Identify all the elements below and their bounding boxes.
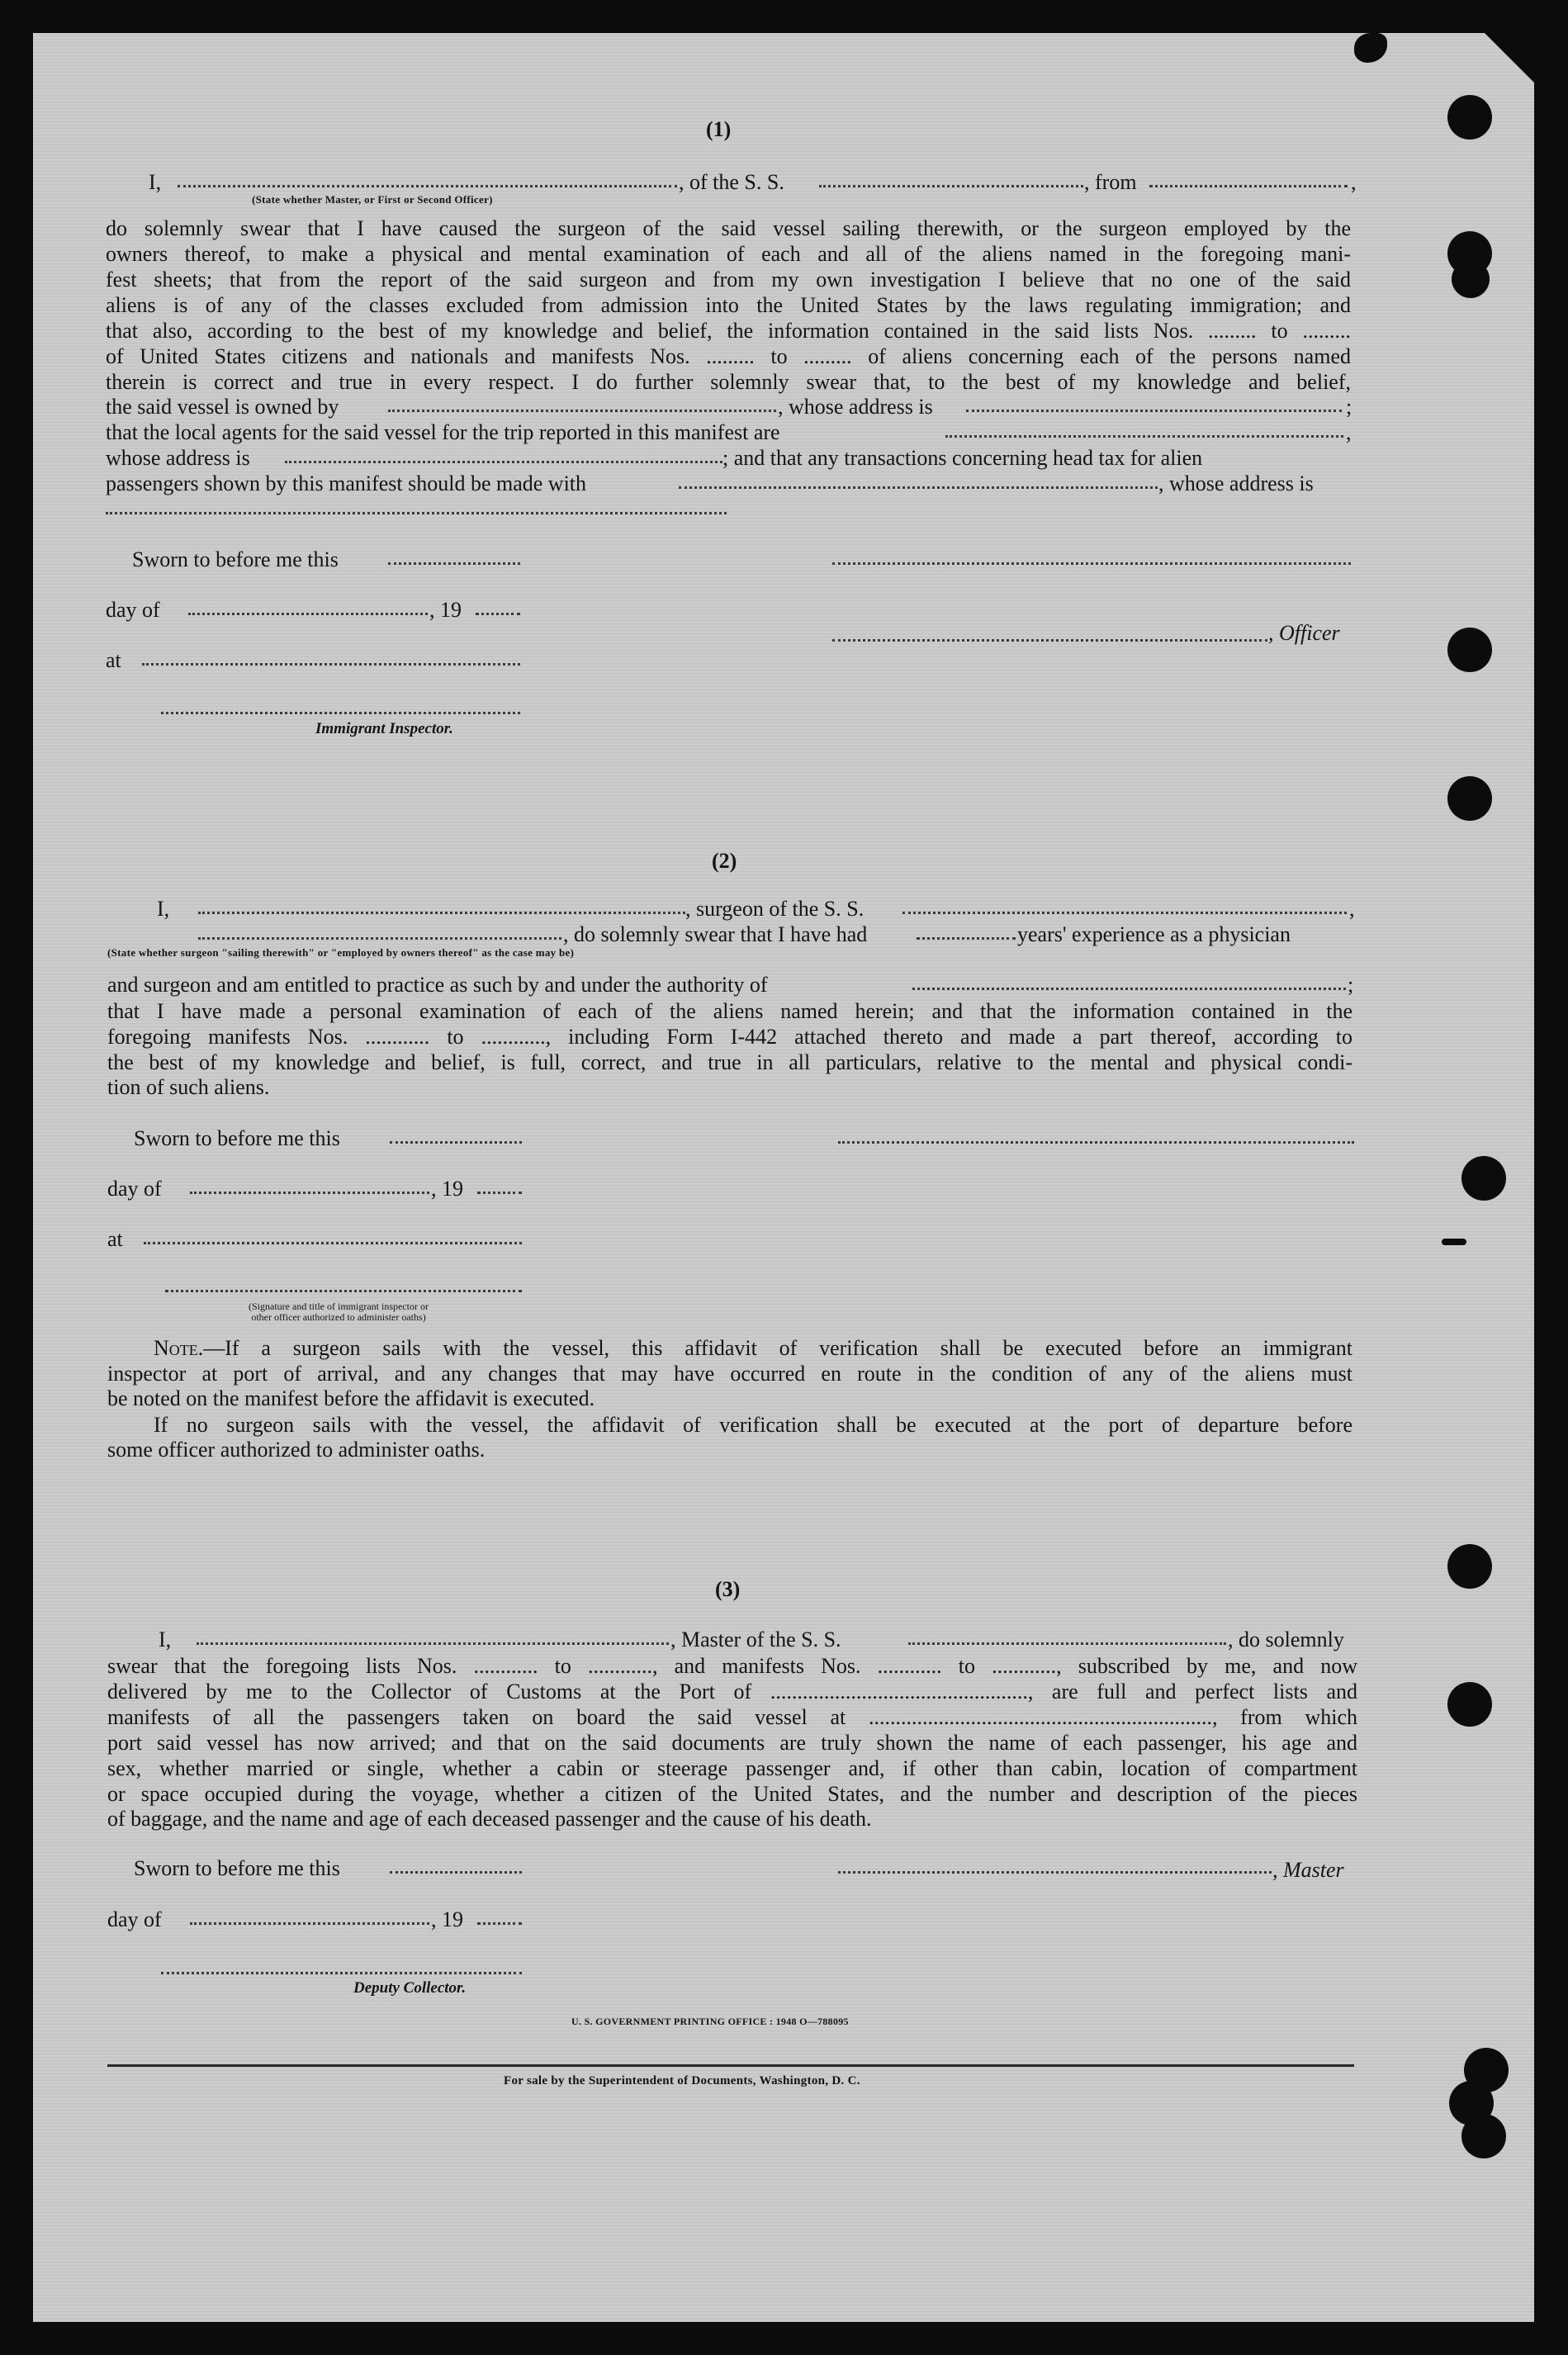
master-label: , Master (1272, 1858, 1344, 1882)
s2-place-field (144, 1242, 522, 1244)
signature-note-line: other officer authorized to administer oaths) (251, 1311, 426, 1323)
s3-sworn-day-field (390, 1871, 522, 1874)
s1-line: of United States citizens and nationals and manifests Nos. ......... to ......... of aliens concerning each of the persons named (106, 344, 1351, 368)
s3-line: port said vessel has now arrived; and that on the said documents are truly shown the name of each passenger, his age and (107, 1731, 1357, 1755)
s1-line: that also, according to the best of my knowledge and belief, the information contained in the said lists Nos. ......... to ......... (106, 319, 1351, 343)
owner-address-field (966, 410, 1342, 412)
s2-line: the best of my knowledge and belief, is full, correct, and true in all particulars, relative to the mental and physical condi- (107, 1050, 1352, 1074)
s2-at: at (107, 1227, 123, 1251)
s2-comma: , (1349, 897, 1355, 921)
printing-office-line: U. S. GOVERNMENT PRINTING OFFICE : 1948 O—788095 (571, 2016, 849, 2027)
surgeon-signature-line (838, 1141, 1354, 1144)
s1-sworn: Sworn to before me this (132, 547, 339, 571)
years-experience-field (917, 937, 1016, 940)
note-last-line: be noted on the manifest before the affidavit is executed. (107, 1386, 595, 1410)
s1-dayof: day of (106, 598, 160, 622)
s1-i: I, (149, 170, 162, 194)
s2-swear: , do solemnly swear that I have had (563, 922, 868, 946)
punch-hole (1447, 1682, 1492, 1727)
note2-last-line: some officer authorized to administer oaths. (107, 1438, 486, 1462)
surgeon-name-field (198, 912, 685, 914)
s2-last-line: tion of such aliens. (107, 1075, 270, 1099)
s1-comma2: , (1346, 420, 1352, 444)
punch-hole (1447, 628, 1492, 672)
s1-nineteen: , 19 (429, 598, 462, 622)
s1-owned-by: the said vessel is owned by (106, 395, 339, 419)
s3-i: I, (159, 1628, 172, 1651)
s1-year-field (476, 613, 520, 615)
note-line (107, 1335, 1352, 1361)
head-tax-party-field (679, 486, 1158, 489)
torn-corner (1485, 33, 1534, 83)
agents-address-field (285, 461, 722, 463)
collector-label: Deputy Collector. (353, 1979, 467, 1997)
s3-line: or space occupied during the voyage, whether a citizen of the United States, and the number and description of the pieces (107, 1782, 1357, 1806)
s2-sworn-day-field (390, 1141, 522, 1144)
s1-from: , from (1084, 170, 1137, 194)
master-name-field (197, 1642, 669, 1645)
s1-semicolon: ; (1346, 395, 1352, 419)
authority-field (912, 988, 1346, 990)
footer-rule (107, 2064, 1354, 2067)
section-3-heading: (3) (715, 1577, 741, 1601)
collector-signature-line (161, 1972, 522, 1974)
s1-comma: , (1351, 170, 1357, 194)
section-1-heading: (1) (706, 117, 732, 141)
s3-solemnly: , do solemnly (1228, 1628, 1344, 1651)
note2-line: If no surgeon sails with the vessel, the affidavit of verification shall be executed at the port of departure before (154, 1413, 1352, 1437)
note-line: inspector at port of arrival, and any changes that may have occurred en route in the condition of any of the aliens must (107, 1362, 1352, 1386)
s1-at: at (106, 648, 121, 672)
note-text: —If a surgeon sails with the vessel, this affidavit of verification shall be executed before an immigrant (203, 1336, 1352, 1360)
s3-line: manifests of all the passengers taken on board the said vessel at ................................................................, from which (107, 1705, 1357, 1729)
head-tax-address-field (106, 512, 727, 514)
s2-years: years' experience as a physician (1017, 922, 1291, 946)
s1-whose-address-2: whose address is (106, 446, 250, 470)
owner-field (388, 410, 776, 412)
s2-sworn: Sworn to before me this (134, 1126, 340, 1150)
surgeon-status-field (198, 937, 561, 940)
officer-title-line (832, 639, 1267, 642)
s1-month-field (188, 613, 428, 615)
signature-note-line: (Signature and title of immigrant inspector or (249, 1301, 429, 1312)
punch-hole (1452, 260, 1490, 298)
s2-line: that I have made a personal examination of each of the aliens named herein; and that the information contained in the (107, 999, 1352, 1023)
s1-line: owners thereof, to make a physical and mental examination of each and all of the aliens named in the foregoing mani- (106, 242, 1351, 266)
punch-hole (1461, 2114, 1506, 2158)
s3-dayof: day of (107, 1907, 162, 1931)
s1-line: aliens is of any of the classes excluded from admission into the United States by the laws regulating immigration; and (106, 293, 1351, 317)
s1-local-agents: that the local agents for the said vessel for the trip reported in this manifest are (106, 420, 780, 444)
s2-vessel-field (902, 912, 1347, 914)
s3-year-field (477, 1922, 522, 1925)
s1-made-with: passengers shown by this manifest should be made with (106, 471, 587, 495)
surgeon-status-note: (State whether surgeon "sailing therewith" or "employed by owners thereof" as the case may be) (107, 946, 575, 959)
s2-i: I, (157, 897, 170, 921)
s1-whose-address: , whose address is (778, 395, 933, 419)
s3-master-of: , Master of the S. S. (670, 1628, 841, 1651)
s1-head-tax: ; and that any transactions concerning head tax for alien (722, 446, 1203, 470)
inspector-label: Immigrant Inspector. (315, 720, 453, 737)
punch-hole (1447, 95, 1492, 140)
vessel-name-field (819, 185, 1083, 187)
officer-label: , Officer (1268, 621, 1340, 645)
inspector-signature-line (161, 712, 520, 714)
ink-mark (1442, 1239, 1466, 1245)
s3-line: sex, whether married or single, whether a cabin or steerage passenger and, if other than cabin, location of compartment (107, 1756, 1357, 1780)
s1-line: do solemnly swear that I have caused the surgeon of the said vessel sailing therewith, or the surgeon employed by the (106, 216, 1351, 240)
s2-dayof: day of (107, 1177, 162, 1201)
s3-vessel-field (908, 1642, 1226, 1645)
s2-line: foregoing manifests Nos. ............ to ............, including Form I-442 attached thereto and made a part thereof, according to (107, 1025, 1352, 1049)
s3-nineteen: , 19 (431, 1907, 463, 1931)
administering-officer-line (165, 1290, 522, 1292)
s2-nineteen: , 19 (431, 1177, 463, 1201)
s2-year-field (477, 1192, 522, 1194)
s3-line: swear that the foregoing lists Nos. ............ to ............, and manifests Nos. ............ to ............, subscribed by me, and now (107, 1654, 1357, 1678)
officer-rank-field (178, 185, 677, 187)
note-label: Note. (154, 1336, 204, 1360)
s1-of-ss: , of the S. S. (679, 170, 784, 194)
master-signature-line (838, 1871, 1272, 1874)
punch-hole (1447, 776, 1492, 821)
officer-signature-line (832, 562, 1351, 565)
s2-authority: and surgeon and am entitled to practice as such by and under the authority of (107, 973, 768, 997)
officer-rank-note: (State whether Master, or First or Second Officer) (252, 193, 493, 206)
section-2-heading: (2) (712, 849, 737, 873)
punch-hole (1461, 1156, 1506, 1201)
s2-month-field (190, 1192, 429, 1194)
s1-sworn-day-field (388, 562, 520, 565)
s2-surgeon-of: , surgeon of the S. S. (685, 897, 865, 921)
s3-line: delivered by me to the Collector of Customs at the Port of ................................................, are full and perfect lists and (107, 1680, 1357, 1703)
s1-line: fest sheets; that from the report of the said surgeon and from my own investigation I believe that no one of the said (106, 268, 1351, 291)
s1-line: therein is correct and true in every respect. I do further solemnly swear that, to the best of my knowledge and belief, (106, 370, 1351, 394)
sale-line: For sale by the Superintendent of Documents, Washington, D. C. (504, 2074, 860, 2087)
s3-month-field (190, 1922, 429, 1925)
s2-semicolon: ; (1348, 973, 1354, 997)
s3-last-line: of baggage, and the name and age of each deceased passenger and the cause of his death. (107, 1807, 872, 1831)
port-from-field (1149, 185, 1348, 187)
s3-sworn: Sworn to before me this (134, 1856, 340, 1880)
punch-hole (1447, 1544, 1492, 1589)
signature-note (157, 1301, 520, 1323)
s1-whose-address-3: , whose address is (1158, 471, 1314, 495)
s1-place-field (142, 663, 520, 666)
local-agents-field (945, 435, 1343, 438)
